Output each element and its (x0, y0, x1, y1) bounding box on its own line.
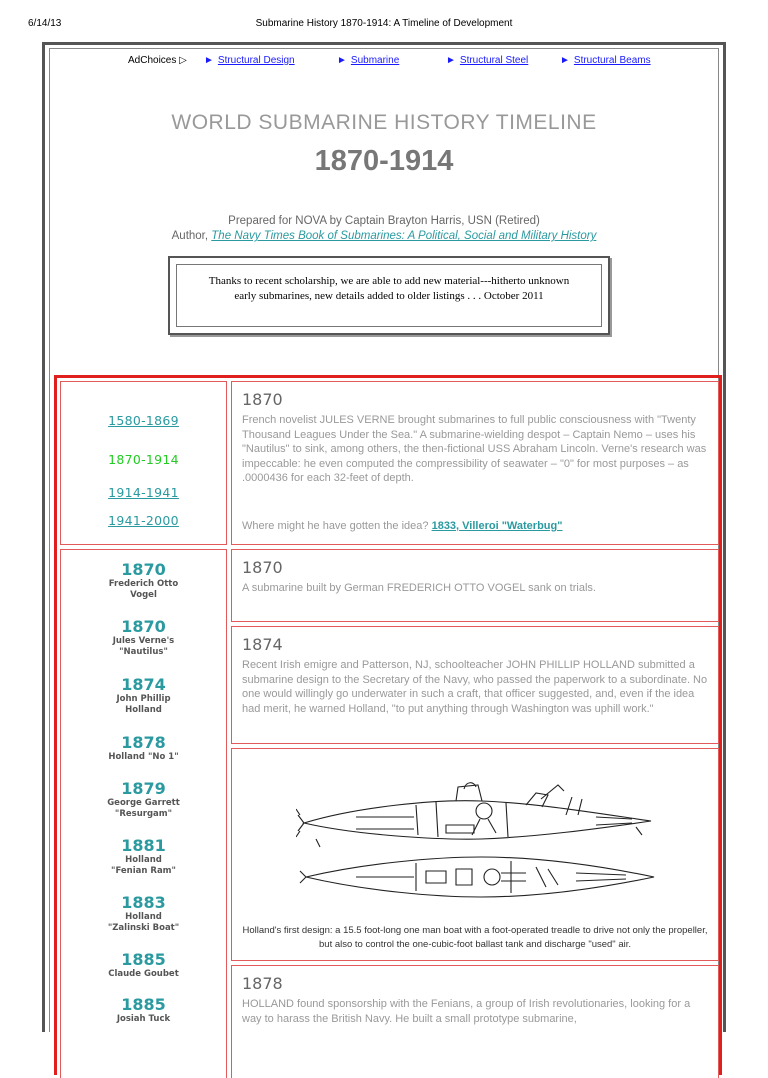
page-frame (42, 42, 726, 1032)
entry-text: HOLLAND found sponsorship with the Fenians, a group of Irish revolutionaries, looking for a way to harass the British Navy. He built a small prototype submarine, (242, 998, 691, 1025)
sidebar-item-1870-verne[interactable]: 1870 Jules Verne's "Nautilus" (112, 617, 175, 657)
print-header (0, 18, 768, 34)
notice-line-2: early submarines, new details added to older listings . . . October 2011 (234, 290, 544, 302)
ad-link-structural-beams[interactable]: ► Structural Beams (560, 55, 651, 66)
adchoices-label[interactable]: AdChoices ▷ (128, 55, 187, 66)
sidebar-item-1870-vogel[interactable]: 1870 Frederich Otto Vogel (108, 560, 179, 600)
era-link-1914-1941[interactable]: 1914-1941 (108, 485, 179, 500)
author-prefix: Author, (171, 230, 209, 242)
sidebar-item-1885-goubet[interactable]: 1885 Claude Goubet (108, 950, 179, 979)
year-sidebar (60, 549, 227, 1078)
sidebar-item-1878-holland-no1[interactable]: 1878 Holland "No 1" (108, 733, 179, 762)
entry-year: 1874 (242, 635, 283, 654)
entry-1878-holland (231, 965, 719, 1078)
ad-link-structural-design[interactable]: ► Structural Design (204, 55, 295, 66)
print-document-title: Submarine History 1870-1914: A Timeline of Development (255, 18, 513, 29)
notice-box (168, 256, 610, 335)
timeline-section (54, 375, 722, 1075)
page-title: WORLD SUBMARINE HISTORY TIMELINE (171, 111, 597, 134)
ad-link-submarine[interactable]: ► Submarine (337, 55, 400, 66)
entry-question: Where might he have gotten the idea? 1833, Villeroi "Waterbug" (242, 520, 563, 532)
entry-year: 1870 (242, 390, 283, 409)
sidebar-item-1883-zalinski[interactable]: 1883 Holland "Zalinski Boat" (107, 893, 180, 933)
submarine-drawing (296, 777, 666, 907)
sidebar-item-1874-holland[interactable]: 1874 John Phillip Holland (116, 675, 171, 715)
sidebar-item-1881-fenian-ram[interactable]: 1881 Holland "Fenian Ram" (111, 836, 176, 876)
play-arrow-icon: ► (446, 55, 456, 66)
print-date: 6/14/13 (28, 18, 62, 29)
entry-text: A submarine built by German FREDERICH OTTO VOGEL sank on trials. (242, 582, 596, 594)
page-years-title: 1870-1914 (314, 145, 454, 177)
sidebar-item-1879-garrett[interactable]: 1879 George Garrett "Resurgam" (107, 779, 180, 819)
content-frame (49, 48, 719, 1032)
entry-year: 1870 (242, 558, 283, 577)
entry-1874-holland (231, 626, 719, 744)
author-book-link[interactable]: The Navy Times Book of Submarines: A Political, Social and Military History (211, 230, 597, 242)
play-arrow-icon: ► (204, 55, 214, 66)
entry-year: 1878 (242, 974, 283, 993)
era-link-1870-1914[interactable]: 1870-1914 (108, 452, 179, 467)
figure-holland-first-design (231, 748, 719, 961)
era-link-1580-1869[interactable]: 1580-1869 (108, 413, 179, 428)
author-line (50, 230, 718, 242)
era-link-1941-2000[interactable]: 1941-2000 (108, 513, 179, 528)
figure-caption: Holland's first design: a 15.5 foot-long one man boat with a foot-operated treadle to drive not only the propeller, but also to control the one-cubic-foot ballast tank and discharge "used" air. (242, 925, 708, 950)
ref-link-villeroi[interactable]: 1833, Villeroi "Waterbug" (431, 520, 563, 532)
sidebar-item-1885-tuck[interactable]: 1885 Josiah Tuck (116, 995, 171, 1024)
ad-bar (50, 55, 718, 69)
entry-text: French novelist JULES VERNE brought submarines to full public consciousness with "Twenty Thousand Leagues Under the Sea." A submarine-wielding despot – Captain Nemo – uses his "Nautilus" to sink, among others, the then-fictional USS Abraham Lincoln. Verne's research was impeccable: he even computed the compressibility of seawater – "0" for most purposes – as .0000436 for each 32-feet of depth. (242, 414, 707, 485)
play-arrow-icon: ► (337, 55, 347, 66)
ad-link-structural-steel[interactable]: ► Structural Steel (446, 55, 529, 66)
entry-1870-verne (231, 381, 719, 545)
prepared-by-line: Prepared for NOVA by Captain Brayton Harris, USN (Retired) (228, 215, 540, 227)
era-nav (60, 381, 227, 545)
play-arrow-icon: ► (560, 55, 570, 66)
entry-1870-vogel (231, 549, 719, 622)
notice-line-1: Thanks to recent scholarship, we are able to add new material---hitherto unknown (208, 275, 570, 287)
entry-text: Recent Irish emigre and Patterson, NJ, schoolteacher JOHN PHILLIP HOLLAND submitted a submarine design to the Secretary of the Navy, who passed the paperwork to a subordinate. No one would willingly go underwater in such a craft, that officer suggested, and, even if the idea had merit, he warned Holland, "to put anything through Washington was uphill work." (242, 659, 708, 715)
notice-text (176, 264, 602, 327)
